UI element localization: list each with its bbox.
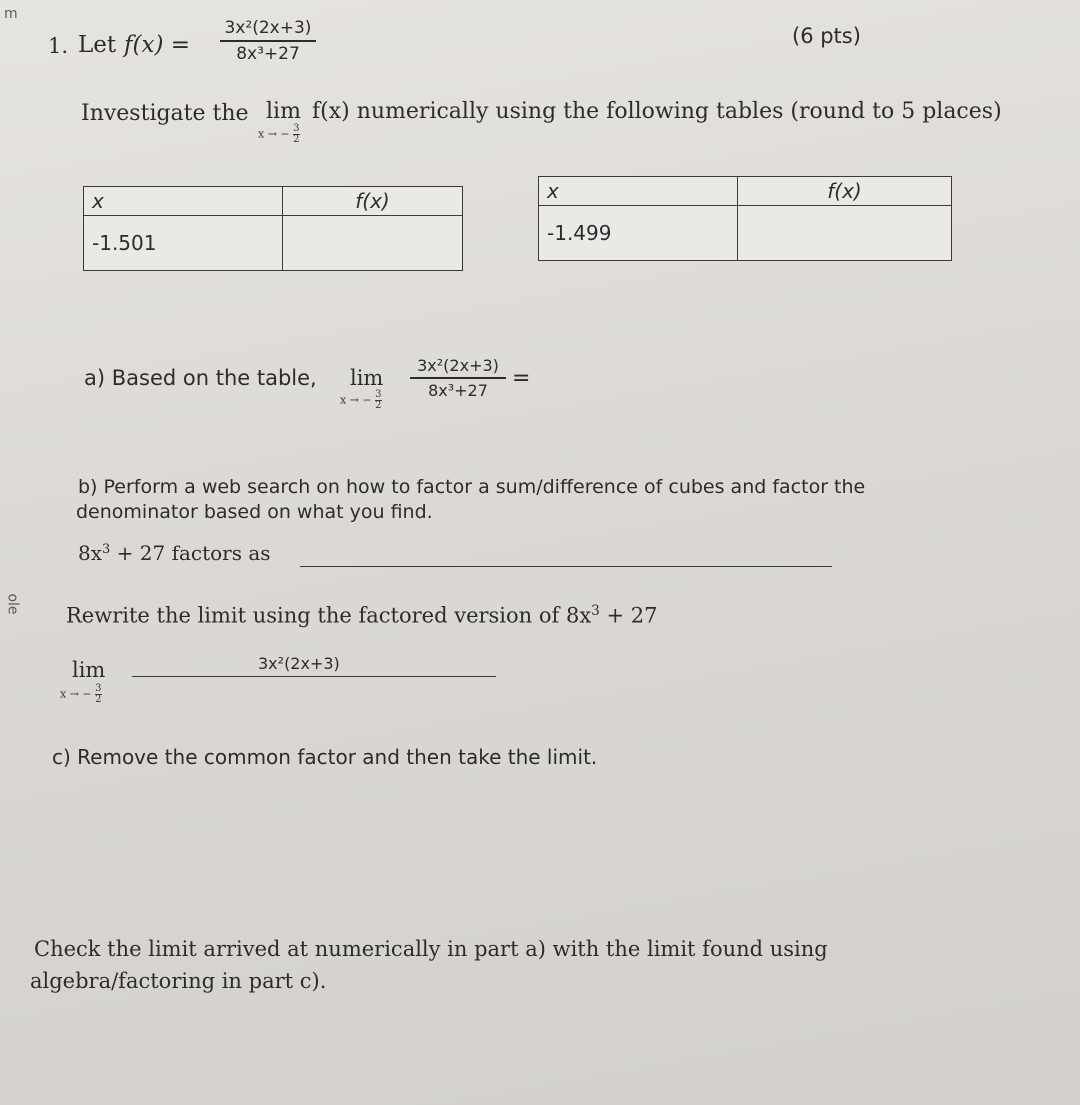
rewrite-approach-den: 2 xyxy=(95,694,102,705)
part-a-approach-num: 3 xyxy=(375,389,382,400)
table-right-header-x: x xyxy=(539,177,738,206)
investigate-approach-fraction xyxy=(293,124,299,145)
f-definition-fraction xyxy=(220,18,316,64)
f-of-x: f(x) = xyxy=(124,32,191,58)
value-table-right xyxy=(538,176,952,261)
margin-mark-top: m xyxy=(4,6,18,22)
value-table-left xyxy=(83,186,463,271)
investigate-after: f(x) numerically using the following tables (round to 5 places) xyxy=(312,99,1002,124)
part-a-approach-den: 2 xyxy=(375,400,382,411)
table-left-header-x: x xyxy=(84,187,283,216)
f-fraction-bar xyxy=(220,40,316,42)
f-denominator: 8x³+27 xyxy=(236,44,300,64)
part-a-denominator: 8x³+27 xyxy=(428,381,488,400)
rewrite-lim-subscript xyxy=(60,684,102,705)
points-label: (6 pts) xyxy=(792,24,861,48)
check-line1: Check the limit arrived at numerically in part a) with the limit found using xyxy=(34,937,828,961)
part-a-approach-fraction xyxy=(375,390,381,411)
part-a-fraction xyxy=(410,356,506,400)
factors-prefix: 8x xyxy=(78,541,103,565)
investigate-lim: lim xyxy=(266,99,301,124)
f-numerator: 3x²(2x+3) xyxy=(224,18,312,38)
rewrite-numerator: 3x²(2x+3) xyxy=(258,654,340,673)
part-a-fraction-bar xyxy=(410,377,506,379)
part-a-equals: = xyxy=(512,366,531,391)
part-a-numerator: 3x²(2x+3) xyxy=(417,356,499,375)
table-left-fx-cell[interactable] xyxy=(283,216,463,271)
approach-den: 2 xyxy=(293,134,300,145)
part-b-line2: denominator based on what you find. xyxy=(76,501,433,523)
rewrite-main: Rewrite the limit using the factored version of 8x xyxy=(66,603,592,628)
rewrite-approach-fraction xyxy=(95,684,101,705)
factors-answer-line[interactable] xyxy=(300,566,832,567)
part-b-line1: b) Perform a web search on how to factor a sum/difference of cubes and factor the xyxy=(78,476,866,498)
investigate-lim-subscript xyxy=(258,124,300,145)
factors-suffix: + 27 factors as xyxy=(110,541,271,565)
investigate-approach: x → − xyxy=(258,127,290,141)
rewrite-approach: x → − xyxy=(60,687,92,701)
table-left-x-value: -1.501 xyxy=(84,216,283,271)
rewrite-exp: 3 xyxy=(591,603,600,619)
check-line2: algebra/factoring in part c). xyxy=(30,969,327,993)
table-right-x-value: -1.499 xyxy=(539,206,738,261)
rewrite-suffix: + 27 xyxy=(599,603,658,628)
part-a-lim-subscript xyxy=(340,390,382,411)
part-a-text: a) Based on the table, xyxy=(84,366,317,390)
part-c-text: c) Remove the common factor and then take the limit. xyxy=(52,745,598,769)
part-a-approach: x → − xyxy=(340,393,372,407)
factors-exp: 3 xyxy=(102,541,111,557)
margin-mark-side: ole xyxy=(4,593,21,615)
part-a-lim: lim xyxy=(350,366,384,390)
let-text: Let xyxy=(78,32,117,58)
table-right-header-fx: f(x) xyxy=(738,177,952,206)
rewrite-approach-num: 3 xyxy=(95,683,102,694)
problem-number: 1. xyxy=(48,34,69,58)
rewrite-text xyxy=(66,603,658,628)
table-right-fx-cell[interactable] xyxy=(738,206,952,261)
part-b-factors-label xyxy=(78,541,271,565)
table-left-header-fx: f(x) xyxy=(283,187,463,216)
investigate-before: Investigate the xyxy=(81,101,249,126)
approach-num: 3 xyxy=(293,123,300,134)
rewrite-lim: lim xyxy=(72,658,106,682)
rewrite-fraction-line[interactable] xyxy=(132,676,496,677)
